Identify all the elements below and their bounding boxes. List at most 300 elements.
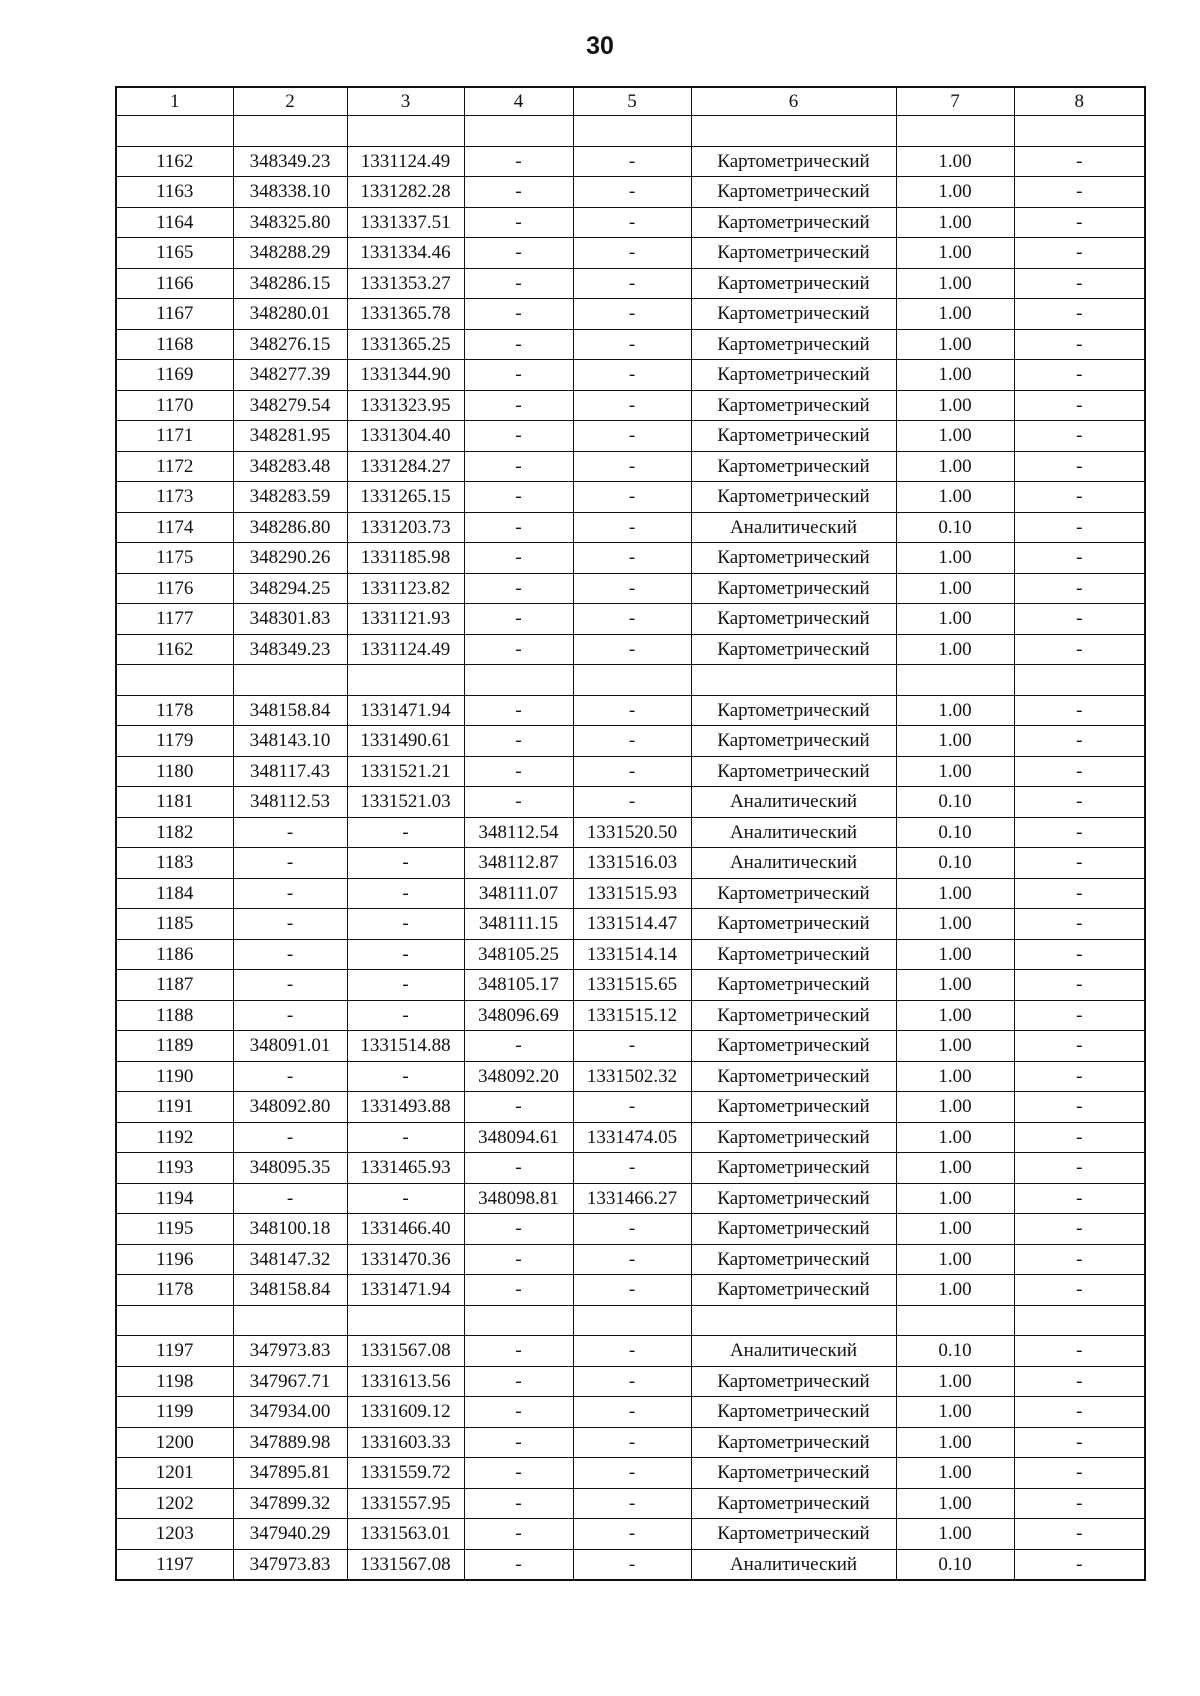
x-new-coordinate-cell: 348112.54: [464, 817, 573, 848]
accuracy-cell: 1.00: [896, 1427, 1014, 1458]
x-coordinate-cell: 348147.32: [233, 1244, 347, 1275]
description-cell: -: [1014, 1549, 1145, 1580]
table-row: [116, 634, 1145, 665]
accuracy-cell: 1.00: [896, 1000, 1014, 1031]
table-row: [116, 1000, 1145, 1031]
description-cell: -: [1014, 787, 1145, 818]
table-row: [116, 116, 1145, 147]
y-new-coordinate-cell: -: [573, 726, 691, 757]
y-new-coordinate-cell: -: [573, 1458, 691, 1489]
y-new-coordinate-cell: -: [573, 390, 691, 421]
y-coordinate-cell: 1331203.73: [347, 512, 464, 543]
y-coordinate-cell: 1331465.93: [347, 1153, 464, 1184]
point-number-cell: 1170: [116, 390, 233, 421]
accuracy-cell: 1.00: [896, 268, 1014, 299]
y-new-coordinate-cell: 1331466.27: [573, 1183, 691, 1214]
accuracy-cell: 0.10: [896, 848, 1014, 879]
x-new-coordinate-cell: -: [464, 573, 573, 604]
accuracy-cell: 1.00: [896, 1092, 1014, 1123]
x-new-coordinate-cell: 348094.61: [464, 1122, 573, 1153]
x-new-coordinate-cell: -: [464, 1092, 573, 1123]
y-coordinate-cell: 1331334.46: [347, 238, 464, 269]
point-number-cell: 1173: [116, 482, 233, 513]
point-number-cell: 1168: [116, 329, 233, 360]
x-new-coordinate-cell: 348105.25: [464, 939, 573, 970]
table-row: [116, 970, 1145, 1001]
x-coordinate-cell: -: [233, 1000, 347, 1031]
y-new-coordinate-cell: -: [573, 299, 691, 330]
x-new-coordinate-cell: -: [464, 421, 573, 452]
method-cell: Аналитический: [691, 848, 896, 879]
x-coordinate-cell: -: [233, 909, 347, 940]
point-number-cell: 1163: [116, 177, 233, 208]
x-new-coordinate-cell: 348098.81: [464, 1183, 573, 1214]
table-row: [116, 1305, 1145, 1336]
method-cell: Аналитический: [691, 787, 896, 818]
description-cell: -: [1014, 1519, 1145, 1550]
description-cell: -: [1014, 421, 1145, 452]
table-row: [116, 1122, 1145, 1153]
table-row: [116, 299, 1145, 330]
y-new-coordinate-cell: 1331516.03: [573, 848, 691, 879]
x-new-coordinate-cell: -: [464, 146, 573, 177]
accuracy-cell: 1.00: [896, 573, 1014, 604]
y-coordinate-cell: 1331365.78: [347, 299, 464, 330]
point-number-cell: 1190: [116, 1061, 233, 1092]
point-number-cell: 1174: [116, 512, 233, 543]
method-cell: [691, 116, 896, 147]
y-coordinate-cell: [347, 1305, 464, 1336]
y-new-coordinate-cell: -: [573, 238, 691, 269]
y-coordinate-cell: -: [347, 909, 464, 940]
x-coordinate-cell: -: [233, 817, 347, 848]
description-cell: [1014, 665, 1145, 696]
y-coordinate-cell: 1331521.03: [347, 787, 464, 818]
method-cell: [691, 1305, 896, 1336]
description-cell: -: [1014, 970, 1145, 1001]
point-number-cell: 1199: [116, 1397, 233, 1428]
x-coordinate-cell: 348277.39: [233, 360, 347, 391]
accuracy-cell: 1.00: [896, 878, 1014, 909]
x-coordinate-cell: -: [233, 970, 347, 1001]
x-coordinate-cell: 348283.59: [233, 482, 347, 513]
accuracy-cell: 1.00: [896, 756, 1014, 787]
point-number-cell: 1178: [116, 1275, 233, 1306]
x-new-coordinate-cell: -: [464, 207, 573, 238]
x-new-coordinate-cell: -: [464, 787, 573, 818]
y-new-coordinate-cell: -: [573, 146, 691, 177]
accuracy-cell: [896, 116, 1014, 147]
method-cell: Картометрический: [691, 1092, 896, 1123]
x-new-coordinate-cell: -: [464, 1488, 573, 1519]
method-cell: Картометрический: [691, 1031, 896, 1062]
description-cell: -: [1014, 1061, 1145, 1092]
y-new-coordinate-cell: -: [573, 695, 691, 726]
table-row: [116, 360, 1145, 391]
point-number-cell: 1197: [116, 1336, 233, 1367]
y-coordinate-cell: 1331282.28: [347, 177, 464, 208]
y-coordinate-cell: 1331559.72: [347, 1458, 464, 1489]
x-coordinate-cell: [233, 665, 347, 696]
x-new-coordinate-cell: -: [464, 695, 573, 726]
y-new-coordinate-cell: 1331514.47: [573, 909, 691, 940]
accuracy-cell: 1.00: [896, 360, 1014, 391]
x-coordinate-cell: 347934.00: [233, 1397, 347, 1428]
table-header-row: [116, 87, 1145, 116]
x-coordinate-cell: 348100.18: [233, 1214, 347, 1245]
y-coordinate-cell: 1331609.12: [347, 1397, 464, 1428]
description-cell: -: [1014, 543, 1145, 574]
x-coordinate-cell: 348281.95: [233, 421, 347, 452]
description-cell: -: [1014, 299, 1145, 330]
method-cell: Картометрический: [691, 1275, 896, 1306]
coordinates-table: [115, 86, 1146, 1581]
y-new-coordinate-cell: -: [573, 756, 691, 787]
x-new-coordinate-cell: -: [464, 1275, 573, 1306]
accuracy-cell: 1.00: [896, 695, 1014, 726]
point-number-cell: 1189: [116, 1031, 233, 1062]
y-coordinate-cell: 1331284.27: [347, 451, 464, 482]
accuracy-cell: 1.00: [896, 1488, 1014, 1519]
description-cell: -: [1014, 1244, 1145, 1275]
y-coordinate-cell: 1331365.25: [347, 329, 464, 360]
y-new-coordinate-cell: -: [573, 512, 691, 543]
x-new-coordinate-cell: 348096.69: [464, 1000, 573, 1031]
y-new-coordinate-cell: -: [573, 1519, 691, 1550]
method-cell: Картометрический: [691, 1122, 896, 1153]
method-cell: Картометрический: [691, 177, 896, 208]
accuracy-cell: 1.00: [896, 1061, 1014, 1092]
point-number-cell: [116, 1305, 233, 1336]
table-row: [116, 543, 1145, 574]
x-new-coordinate-cell: 348112.87: [464, 848, 573, 879]
point-number-cell: 1194: [116, 1183, 233, 1214]
description-cell: -: [1014, 1275, 1145, 1306]
x-new-coordinate-cell: -: [464, 268, 573, 299]
point-number-cell: 1167: [116, 299, 233, 330]
description-cell: -: [1014, 512, 1145, 543]
method-cell: Картометрический: [691, 1366, 896, 1397]
method-cell: Картометрический: [691, 634, 896, 665]
description-cell: -: [1014, 177, 1145, 208]
description-cell: -: [1014, 726, 1145, 757]
description-cell: -: [1014, 146, 1145, 177]
accuracy-cell: 1.00: [896, 146, 1014, 177]
accuracy-cell: 1.00: [896, 1244, 1014, 1275]
column-header: 3: [347, 87, 464, 116]
description-cell: -: [1014, 1122, 1145, 1153]
description-cell: -: [1014, 695, 1145, 726]
description-cell: [1014, 116, 1145, 147]
method-cell: Картометрический: [691, 390, 896, 421]
y-coordinate-cell: 1331613.56: [347, 1366, 464, 1397]
x-new-coordinate-cell: -: [464, 1336, 573, 1367]
accuracy-cell: 0.10: [896, 512, 1014, 543]
point-number-cell: 1193: [116, 1153, 233, 1184]
point-number-cell: 1162: [116, 634, 233, 665]
x-coordinate-cell: 348276.15: [233, 329, 347, 360]
y-new-coordinate-cell: -: [573, 573, 691, 604]
y-coordinate-cell: 1331471.94: [347, 1275, 464, 1306]
point-number-cell: 1166: [116, 268, 233, 299]
y-coordinate-cell: -: [347, 1061, 464, 1092]
x-coordinate-cell: 348294.25: [233, 573, 347, 604]
x-coordinate-cell: -: [233, 848, 347, 879]
y-new-coordinate-cell: -: [573, 787, 691, 818]
method-cell: Картометрический: [691, 1214, 896, 1245]
y-new-coordinate-cell: -: [573, 268, 691, 299]
y-coordinate-cell: 1331265.15: [347, 482, 464, 513]
y-new-coordinate-cell: [573, 1305, 691, 1336]
x-new-coordinate-cell: -: [464, 451, 573, 482]
description-cell: -: [1014, 1153, 1145, 1184]
table-row: [116, 909, 1145, 940]
description-cell: -: [1014, 1488, 1145, 1519]
point-number-cell: 1191: [116, 1092, 233, 1123]
table-row: [116, 146, 1145, 177]
y-coordinate-cell: 1331185.98: [347, 543, 464, 574]
x-coordinate-cell: 347973.83: [233, 1549, 347, 1580]
y-new-coordinate-cell: -: [573, 360, 691, 391]
accuracy-cell: 0.10: [896, 1549, 1014, 1580]
x-new-coordinate-cell: [464, 665, 573, 696]
x-coordinate-cell: 348325.80: [233, 207, 347, 238]
x-new-coordinate-cell: -: [464, 1397, 573, 1428]
y-coordinate-cell: -: [347, 878, 464, 909]
y-coordinate-cell: [347, 116, 464, 147]
point-number-cell: 1197: [116, 1549, 233, 1580]
y-new-coordinate-cell: -: [573, 207, 691, 238]
point-number-cell: 1187: [116, 970, 233, 1001]
y-new-coordinate-cell: -: [573, 1366, 691, 1397]
y-coordinate-cell: -: [347, 1000, 464, 1031]
y-new-coordinate-cell: -: [573, 421, 691, 452]
method-cell: Картометрический: [691, 268, 896, 299]
y-new-coordinate-cell: -: [573, 1244, 691, 1275]
method-cell: Картометрический: [691, 482, 896, 513]
x-coordinate-cell: 348158.84: [233, 695, 347, 726]
point-number-cell: 1182: [116, 817, 233, 848]
column-header: 6: [691, 87, 896, 116]
method-cell: Картометрический: [691, 543, 896, 574]
table-row: [116, 604, 1145, 635]
x-coordinate-cell: 347973.83: [233, 1336, 347, 1367]
accuracy-cell: 1.00: [896, 726, 1014, 757]
y-new-coordinate-cell: -: [573, 543, 691, 574]
point-number-cell: 1178: [116, 695, 233, 726]
point-number-cell: 1188: [116, 1000, 233, 1031]
y-coordinate-cell: 1331521.21: [347, 756, 464, 787]
table-row: [116, 451, 1145, 482]
y-new-coordinate-cell: -: [573, 1397, 691, 1428]
method-cell: Картометрический: [691, 573, 896, 604]
accuracy-cell: 1.00: [896, 238, 1014, 269]
y-new-coordinate-cell: 1331474.05: [573, 1122, 691, 1153]
method-cell: Картометрический: [691, 909, 896, 940]
x-new-coordinate-cell: -: [464, 604, 573, 635]
accuracy-cell: 1.00: [896, 1366, 1014, 1397]
y-coordinate-cell: 1331344.90: [347, 360, 464, 391]
x-coordinate-cell: -: [233, 878, 347, 909]
method-cell: Картометрический: [691, 1488, 896, 1519]
accuracy-cell: [896, 665, 1014, 696]
description-cell: -: [1014, 329, 1145, 360]
table-row: [116, 207, 1145, 238]
y-new-coordinate-cell: -: [573, 177, 691, 208]
accuracy-cell: 1.00: [896, 1183, 1014, 1214]
method-cell: Картометрический: [691, 451, 896, 482]
y-new-coordinate-cell: -: [573, 604, 691, 635]
x-new-coordinate-cell: -: [464, 726, 573, 757]
table-row: [116, 939, 1145, 970]
table-row: [116, 1336, 1145, 1367]
x-new-coordinate-cell: -: [464, 390, 573, 421]
y-new-coordinate-cell: 1331502.32: [573, 1061, 691, 1092]
x-new-coordinate-cell: -: [464, 177, 573, 208]
description-cell: -: [1014, 1031, 1145, 1062]
point-number-cell: 1162: [116, 146, 233, 177]
method-cell: Картометрический: [691, 299, 896, 330]
y-coordinate-cell: 1331124.49: [347, 146, 464, 177]
y-new-coordinate-cell: -: [573, 1031, 691, 1062]
method-cell: Картометрический: [691, 1427, 896, 1458]
table-row: [116, 1092, 1145, 1123]
point-number-cell: 1184: [116, 878, 233, 909]
x-new-coordinate-cell: -: [464, 1214, 573, 1245]
accuracy-cell: 1.00: [896, 1031, 1014, 1062]
point-number-cell: 1192: [116, 1122, 233, 1153]
x-coordinate-cell: 348091.01: [233, 1031, 347, 1062]
method-cell: Картометрический: [691, 604, 896, 635]
accuracy-cell: 1.00: [896, 1458, 1014, 1489]
table-body: [116, 116, 1145, 1581]
x-coordinate-cell: [233, 116, 347, 147]
accuracy-cell: 1.00: [896, 329, 1014, 360]
x-coordinate-cell: 348349.23: [233, 634, 347, 665]
point-number-cell: 1196: [116, 1244, 233, 1275]
method-cell: Картометрический: [691, 1061, 896, 1092]
method-cell: Аналитический: [691, 512, 896, 543]
y-new-coordinate-cell: 1331515.93: [573, 878, 691, 909]
accuracy-cell: 1.00: [896, 1153, 1014, 1184]
x-coordinate-cell: 348338.10: [233, 177, 347, 208]
method-cell: Картометрический: [691, 1397, 896, 1428]
x-coordinate-cell: 348280.01: [233, 299, 347, 330]
y-new-coordinate-cell: -: [573, 1153, 691, 1184]
table-row: [116, 695, 1145, 726]
point-number-cell: 1200: [116, 1427, 233, 1458]
y-new-coordinate-cell: -: [573, 634, 691, 665]
x-coordinate-cell: [233, 1305, 347, 1336]
table-row: [116, 1061, 1145, 1092]
y-coordinate-cell: 1331567.08: [347, 1336, 464, 1367]
method-cell: Картометрический: [691, 146, 896, 177]
description-cell: -: [1014, 390, 1145, 421]
table-row: [116, 726, 1145, 757]
x-coordinate-cell: 348286.15: [233, 268, 347, 299]
point-number-cell: 1198: [116, 1366, 233, 1397]
description-cell: -: [1014, 238, 1145, 269]
x-new-coordinate-cell: -: [464, 482, 573, 513]
x-coordinate-cell: -: [233, 1061, 347, 1092]
table-row: [116, 1031, 1145, 1062]
accuracy-cell: 1.00: [896, 1214, 1014, 1245]
table-row: [116, 1488, 1145, 1519]
x-coordinate-cell: 348158.84: [233, 1275, 347, 1306]
y-coordinate-cell: -: [347, 970, 464, 1001]
accuracy-cell: 1.00: [896, 604, 1014, 635]
method-cell: [691, 665, 896, 696]
y-coordinate-cell: 1331466.40: [347, 1214, 464, 1245]
description-cell: -: [1014, 1183, 1145, 1214]
point-number-cell: 1171: [116, 421, 233, 452]
description-cell: -: [1014, 756, 1145, 787]
description-cell: -: [1014, 1366, 1145, 1397]
y-coordinate-cell: 1331123.82: [347, 573, 464, 604]
table-row: [116, 1275, 1145, 1306]
y-coordinate-cell: 1331470.36: [347, 1244, 464, 1275]
y-new-coordinate-cell: -: [573, 1549, 691, 1580]
y-new-coordinate-cell: -: [573, 1488, 691, 1519]
y-coordinate-cell: -: [347, 1183, 464, 1214]
accuracy-cell: 1.00: [896, 177, 1014, 208]
x-new-coordinate-cell: -: [464, 1519, 573, 1550]
description-cell: -: [1014, 268, 1145, 299]
point-number-cell: 1195: [116, 1214, 233, 1245]
description-cell: -: [1014, 848, 1145, 879]
point-number-cell: 1179: [116, 726, 233, 757]
table-row: [116, 665, 1145, 696]
method-cell: Картометрический: [691, 970, 896, 1001]
accuracy-cell: 1.00: [896, 1275, 1014, 1306]
method-cell: Картометрический: [691, 1458, 896, 1489]
y-new-coordinate-cell: -: [573, 1427, 691, 1458]
y-coordinate-cell: 1331603.33: [347, 1427, 464, 1458]
accuracy-cell: 1.00: [896, 543, 1014, 574]
x-coordinate-cell: 348117.43: [233, 756, 347, 787]
y-new-coordinate-cell: [573, 116, 691, 147]
x-new-coordinate-cell: [464, 116, 573, 147]
page-number: 30: [586, 32, 614, 60]
accuracy-cell: 1.00: [896, 390, 1014, 421]
y-coordinate-cell: 1331557.95: [347, 1488, 464, 1519]
method-cell: Аналитический: [691, 1549, 896, 1580]
x-coordinate-cell: 348143.10: [233, 726, 347, 757]
x-coordinate-cell: 348286.80: [233, 512, 347, 543]
accuracy-cell: 1.00: [896, 939, 1014, 970]
y-coordinate-cell: 1331323.95: [347, 390, 464, 421]
point-number-cell: 1201: [116, 1458, 233, 1489]
accuracy-cell: 0.10: [896, 787, 1014, 818]
table-row: [116, 329, 1145, 360]
y-new-coordinate-cell: -: [573, 482, 691, 513]
description-cell: -: [1014, 207, 1145, 238]
description-cell: -: [1014, 939, 1145, 970]
y-coordinate-cell: [347, 665, 464, 696]
y-new-coordinate-cell: -: [573, 1275, 691, 1306]
table-row: [116, 238, 1145, 269]
x-coordinate-cell: 348290.26: [233, 543, 347, 574]
accuracy-cell: [896, 1305, 1014, 1336]
x-coordinate-cell: 347889.98: [233, 1427, 347, 1458]
method-cell: Картометрический: [691, 756, 896, 787]
description-cell: -: [1014, 451, 1145, 482]
table-row: [116, 1153, 1145, 1184]
x-coordinate-cell: 348112.53: [233, 787, 347, 818]
accuracy-cell: 1.00: [896, 970, 1014, 1001]
table-row: [116, 512, 1145, 543]
description-cell: -: [1014, 1458, 1145, 1489]
